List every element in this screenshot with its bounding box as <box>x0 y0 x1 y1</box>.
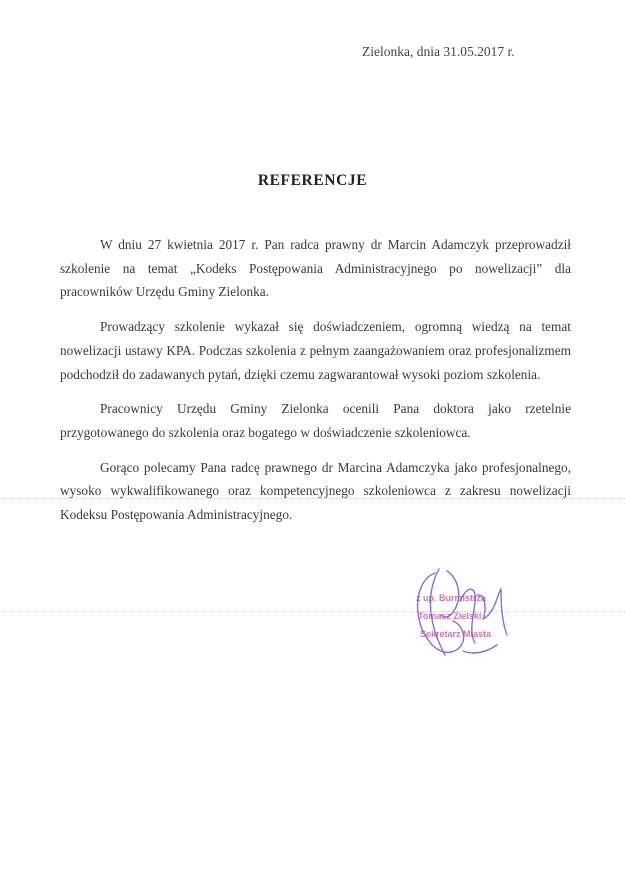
scan-divider-line <box>0 611 625 612</box>
letter-body <box>60 233 571 538</box>
date-line: Zielonka, dnia 31.05.2017 r. <box>362 44 515 59</box>
document-title: REFERENCJE <box>257 172 368 189</box>
paragraph-3: Pracownicy Urzędu Gminy Zielonka ocenili Pana doktora jako rzetelnie przygotowanego do szkolenia oraz bogatego w doświadczenie szkoleniowca. <box>60 401 571 440</box>
paragraph-4: Gorąco polecamy Pana radcę prawnego dr Marcina Adamczyka jako profesjonalnego, wysoko wykwalifikowanego oraz kompetencyjnego szkoleniowca z zakresu nowelizacji Kodeksu Postępowania Administracyjnego. <box>60 459 571 523</box>
paragraph-1: W dniu 27 kwietnia 2017 r. Pan radca prawny dr Marcin Adamczyk przeprowadził szkolenie na temat „Kodeks Postępowania Administracyjnego po nowelizacji” dla pracowników Urzędu Gminy Zielonka. <box>60 237 571 300</box>
stamp-line-3: Sekretarz Miasta <box>420 629 492 639</box>
handwritten-signature <box>405 555 525 675</box>
paragraph-2: Prowadzący szkolenie wykazał się doświadczeniem, ogromną wiedzą na temat nowelizacji ustawy KPA. Podczas szkolenia z pełnym zaangażowaniem oraz profesjonalizmem podchodził do zadawanych pytań, dzięki czemu zagwarantował wysoki poziom szkolenia. <box>60 319 571 382</box>
stamp-line-1: z up. Burmistrza <box>416 593 487 603</box>
stamp-line-2: Tomasz Zielski <box>418 611 482 621</box>
scan-divider-line <box>0 498 625 499</box>
